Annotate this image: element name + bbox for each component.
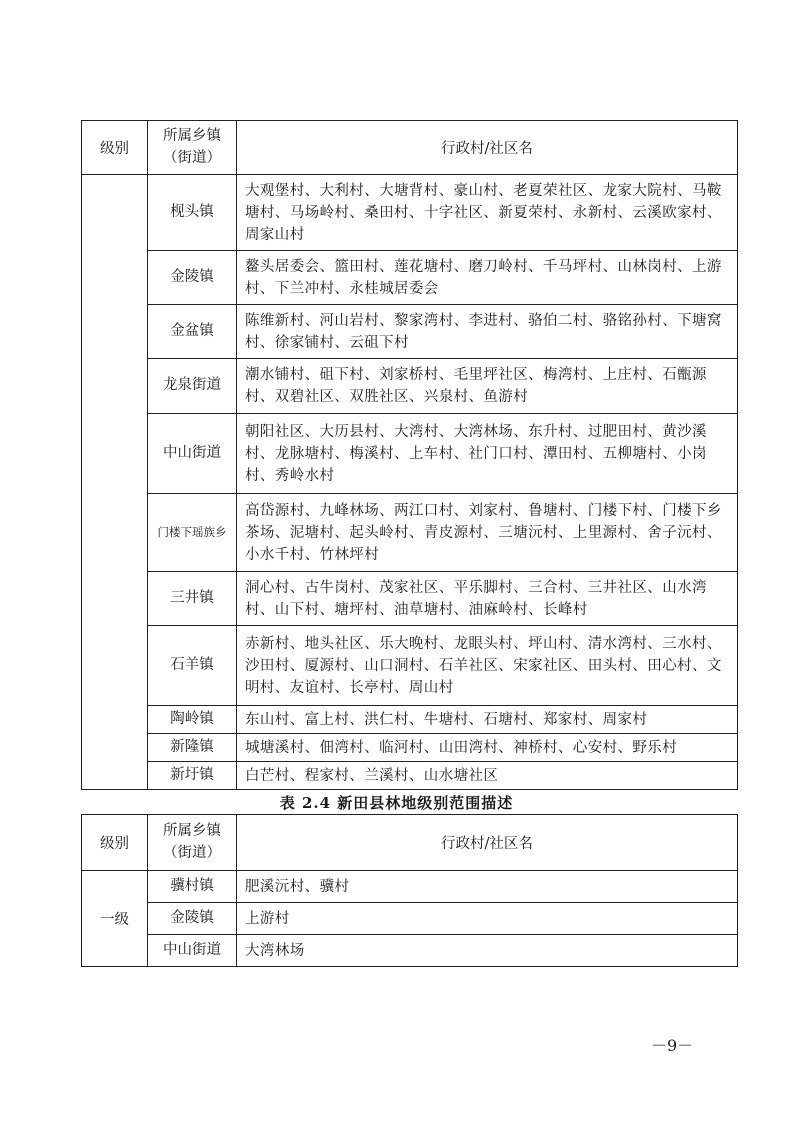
town-cell: 中山街道: [148, 935, 237, 967]
town-village-table-continued: [81, 120, 738, 790]
page-number: －9－: [651, 1036, 694, 1055]
villages-cell: 肥溪沅村、骥村: [237, 871, 738, 903]
table-caption: 表 2.4 新田县林地级别范围描述: [279, 794, 514, 812]
villages-cell: 洞心村、古牛岗村、茂家社区、平乐脚村、三合村、三井社区、山水湾村、山下村、塘坪村、油草塘村、油麻岭村、长峰村: [237, 572, 738, 626]
town-cell: 新隆镇: [148, 734, 237, 762]
town-cell: 陶岭镇: [148, 706, 237, 734]
header-villages: 行政村/社区名: [237, 815, 738, 871]
town-cell: 龙泉街道: [148, 359, 237, 414]
town-cell: 金陵镇: [148, 903, 237, 935]
town-cell: 枧头镇: [148, 175, 237, 251]
villages-cell: 大湾林场: [237, 935, 738, 967]
town-cell: 三井镇: [148, 572, 237, 626]
town-cell: 石羊镇: [148, 626, 237, 706]
town-cell: 门楼下瑶族乡: [148, 494, 237, 572]
villages-cell: 朝阳社区、大历县村、大湾村、大湾林场、东升村、过肥田村、黄沙溪村、龙脉塘村、梅溪村、上车村、社门口村、潭田村、五柳塘村、小岗村、秀岭水村: [237, 414, 738, 494]
town-cell: 金盆镇: [148, 305, 237, 359]
villages-cell: 鳌头居委会、篮田村、莲花塘村、磨刀岭村、千马坪村、山林岗村、上游村、下兰冲村、永桂城居委会: [237, 251, 738, 305]
header-town: 所属乡镇 （街道）: [148, 815, 237, 871]
level-cell-empty: [82, 175, 148, 790]
villages-cell: 高岱源村、九峰林场、两江口村、刘家村、鲁塘村、门楼下村、门楼下乡茶场、泥塘村、起头岭村、青皮源村、三塘沅村、上里源村、舍子沅村、小水千村、竹林坪村: [237, 494, 738, 572]
villages-cell: 城塘溪村、佃湾村、临河村、山田湾村、神桥村、心安村、野乐村: [237, 734, 738, 762]
villages-cell: 大观堡村、大利村、大塘背村、豪山村、老夏荣社区、龙家大院村、马鞍塘村、马场岭村、桑田村、十字社区、新夏荣村、永新村、云溪欧家村、周家山村: [237, 175, 738, 251]
villages-cell: 赤新村、地头社区、乐大晚村、龙眼头村、坪山村、清水湾村、三水村、沙田村、厦源村、山口洞村、石羊社区、宋家社区、田头村、田心村、文明村、友谊村、长亭村、周山村: [237, 626, 738, 706]
header-town: 所属乡镇 （街道）: [148, 121, 237, 175]
villages-cell: 白芒村、程家村、兰溪村、山水塘社区: [237, 762, 738, 790]
villages-cell: 东山村、富上村、洪仁村、牛塘村、石塘村、郑家村、周家村: [237, 706, 738, 734]
forest-land-level-table: [81, 814, 738, 967]
town-cell: 骥村镇: [148, 871, 237, 903]
town-cell: 中山街道: [148, 414, 237, 494]
town-cell: 金陵镇: [148, 251, 237, 305]
villages-cell: 陈维新村、河山岩村、黎家湾村、李进村、骆伯二村、骆铭孙村、下塘窝村、徐家铺村、云砠下村: [237, 305, 738, 359]
header-level: 级别: [82, 815, 148, 871]
level-cell: 一级: [82, 871, 148, 967]
villages-cell: 上游村: [237, 903, 738, 935]
header-villages: 行政村/社区名: [237, 121, 738, 175]
villages-cell: 潮水铺村、砠下村、刘家桥村、毛里坪社区、梅湾村、上庄村、石甑源村、双碧社区、双胜社区、兴泉村、鱼游村: [237, 359, 738, 414]
header-level: 级别: [82, 121, 148, 175]
town-cell: 新圩镇: [148, 762, 237, 790]
